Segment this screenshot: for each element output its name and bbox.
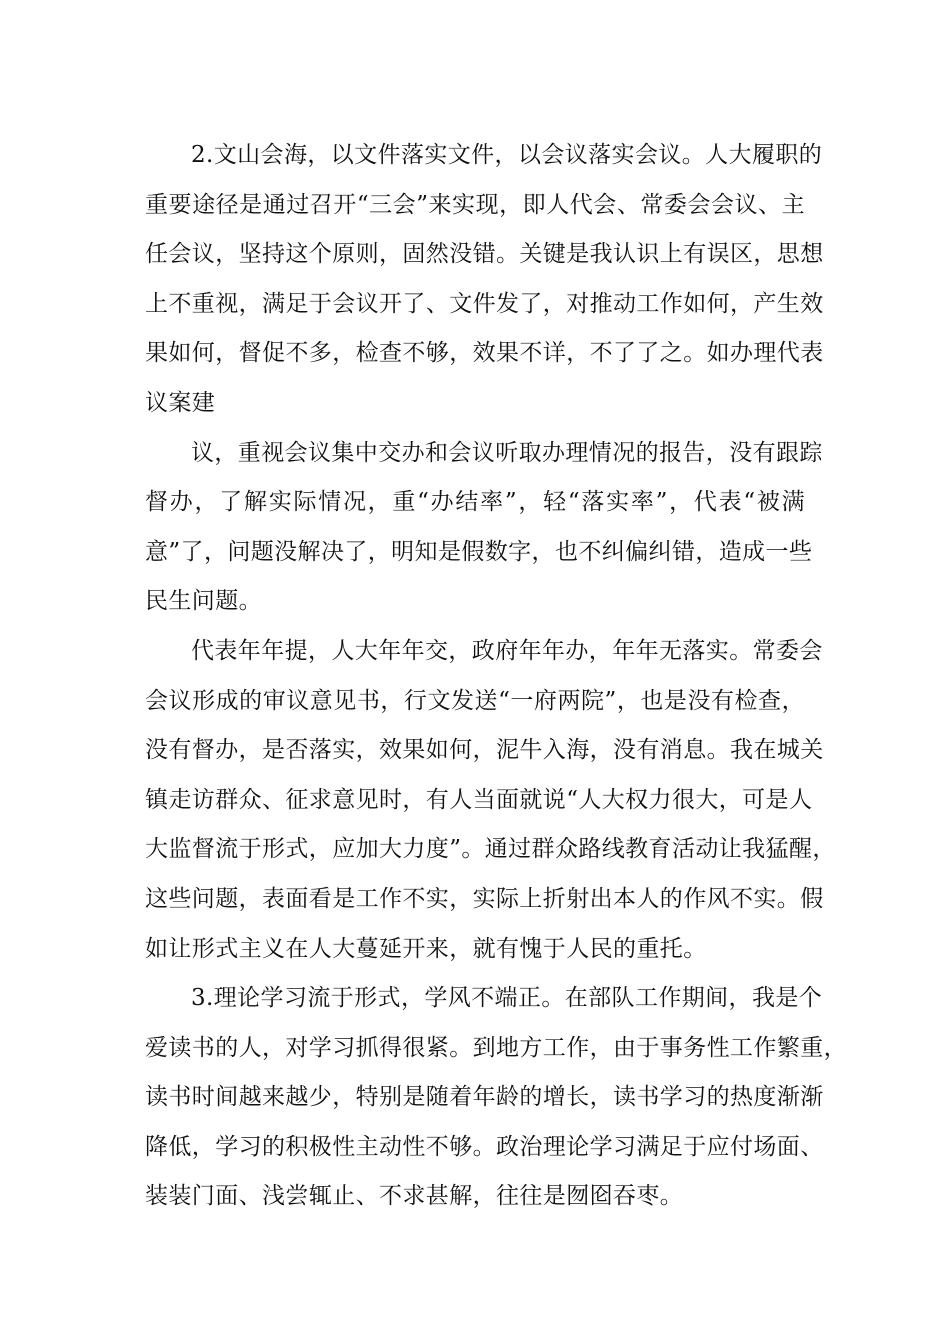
paragraph-line: 读书时间越来越少，特别是随着年龄的增长，读书学习的热度渐渐 xyxy=(145,1084,824,1111)
paragraph-line: 2.文山会海，以文件落实文件，以会议落实会议。人大履职的 xyxy=(191,142,823,168)
paragraph-line: 民生问题。 xyxy=(145,588,262,615)
paragraph xyxy=(145,627,836,974)
paragraph xyxy=(145,974,847,1222)
paragraph-line: 爱读书的人，对学习抓得很紧。到地方工作，由于事务性工作繁重， xyxy=(145,1034,847,1061)
paragraph-line: 任会议，坚持这个原则，固然没错。关键是我认识上有误区，思想 xyxy=(145,241,824,268)
paragraph xyxy=(145,429,823,627)
paragraph-line: 没有督办，是否落实，效果如何，泥牛入海，没有消息。我在城关 xyxy=(145,737,824,764)
paragraph-line: 重要途径是通过召开“三会”来实现，即人代会、常委会会议、主 xyxy=(145,191,805,218)
paragraph-line: 3.理论学习流于形式，学风不端正。在部队工作期间，我是个 xyxy=(191,985,823,1012)
paragraph-line: 装装门面、浅尝辄止、不求甚解，往往是囫囵吞枣。 xyxy=(145,1183,684,1210)
document-body xyxy=(145,131,847,1222)
paragraph-line: 意”了，问题没解决了，明知是假数字，也不纠偏纠错，造成一些 xyxy=(145,538,813,565)
paragraph-line: 降低，学习的积极性主动性不够。政治理论学习满足于应付场面、 xyxy=(145,1133,824,1160)
paragraph-line: 这些问题，表面看是工作不实，实际上折射出本人的作风不实。假 xyxy=(145,885,824,912)
paragraph-line: 议案建 xyxy=(145,389,216,416)
paragraph-line: 大监督流于形式，应加大力度”。通过群众路线教育活动让我猛醒， xyxy=(145,836,836,863)
paragraph-line: 镇走访群众、征求意见时，有人当面就说“人大权力很大，可是人 xyxy=(145,786,813,813)
paragraph-line: 果如何，督促不多，检查不够，效果不详，不了了之。如办理代表 xyxy=(145,340,824,367)
paragraph xyxy=(145,131,824,429)
paragraph-line: 议，重视会议集中交办和会议听取办理情况的报告，没有跟踪 xyxy=(191,439,823,466)
paragraph-line: 如让形式主义在人大蔓延开来，就有愧于人民的重托。 xyxy=(145,935,707,962)
paragraph-line: 代表年年提，人大年年交，政府年年办，年年无落实。常委会 xyxy=(191,637,823,664)
paragraph-line: 会议形成的审议意见书，行文发送“一府两院”，也是没有检查， xyxy=(145,687,805,714)
paragraph-line: 督办，了解实际情况，重“办结率”，轻“落实率”，代表“被满 xyxy=(145,489,805,516)
paragraph-line: 上不重视，满足于会议开了、文件发了，对推动工作如何，产生效 xyxy=(145,290,824,317)
